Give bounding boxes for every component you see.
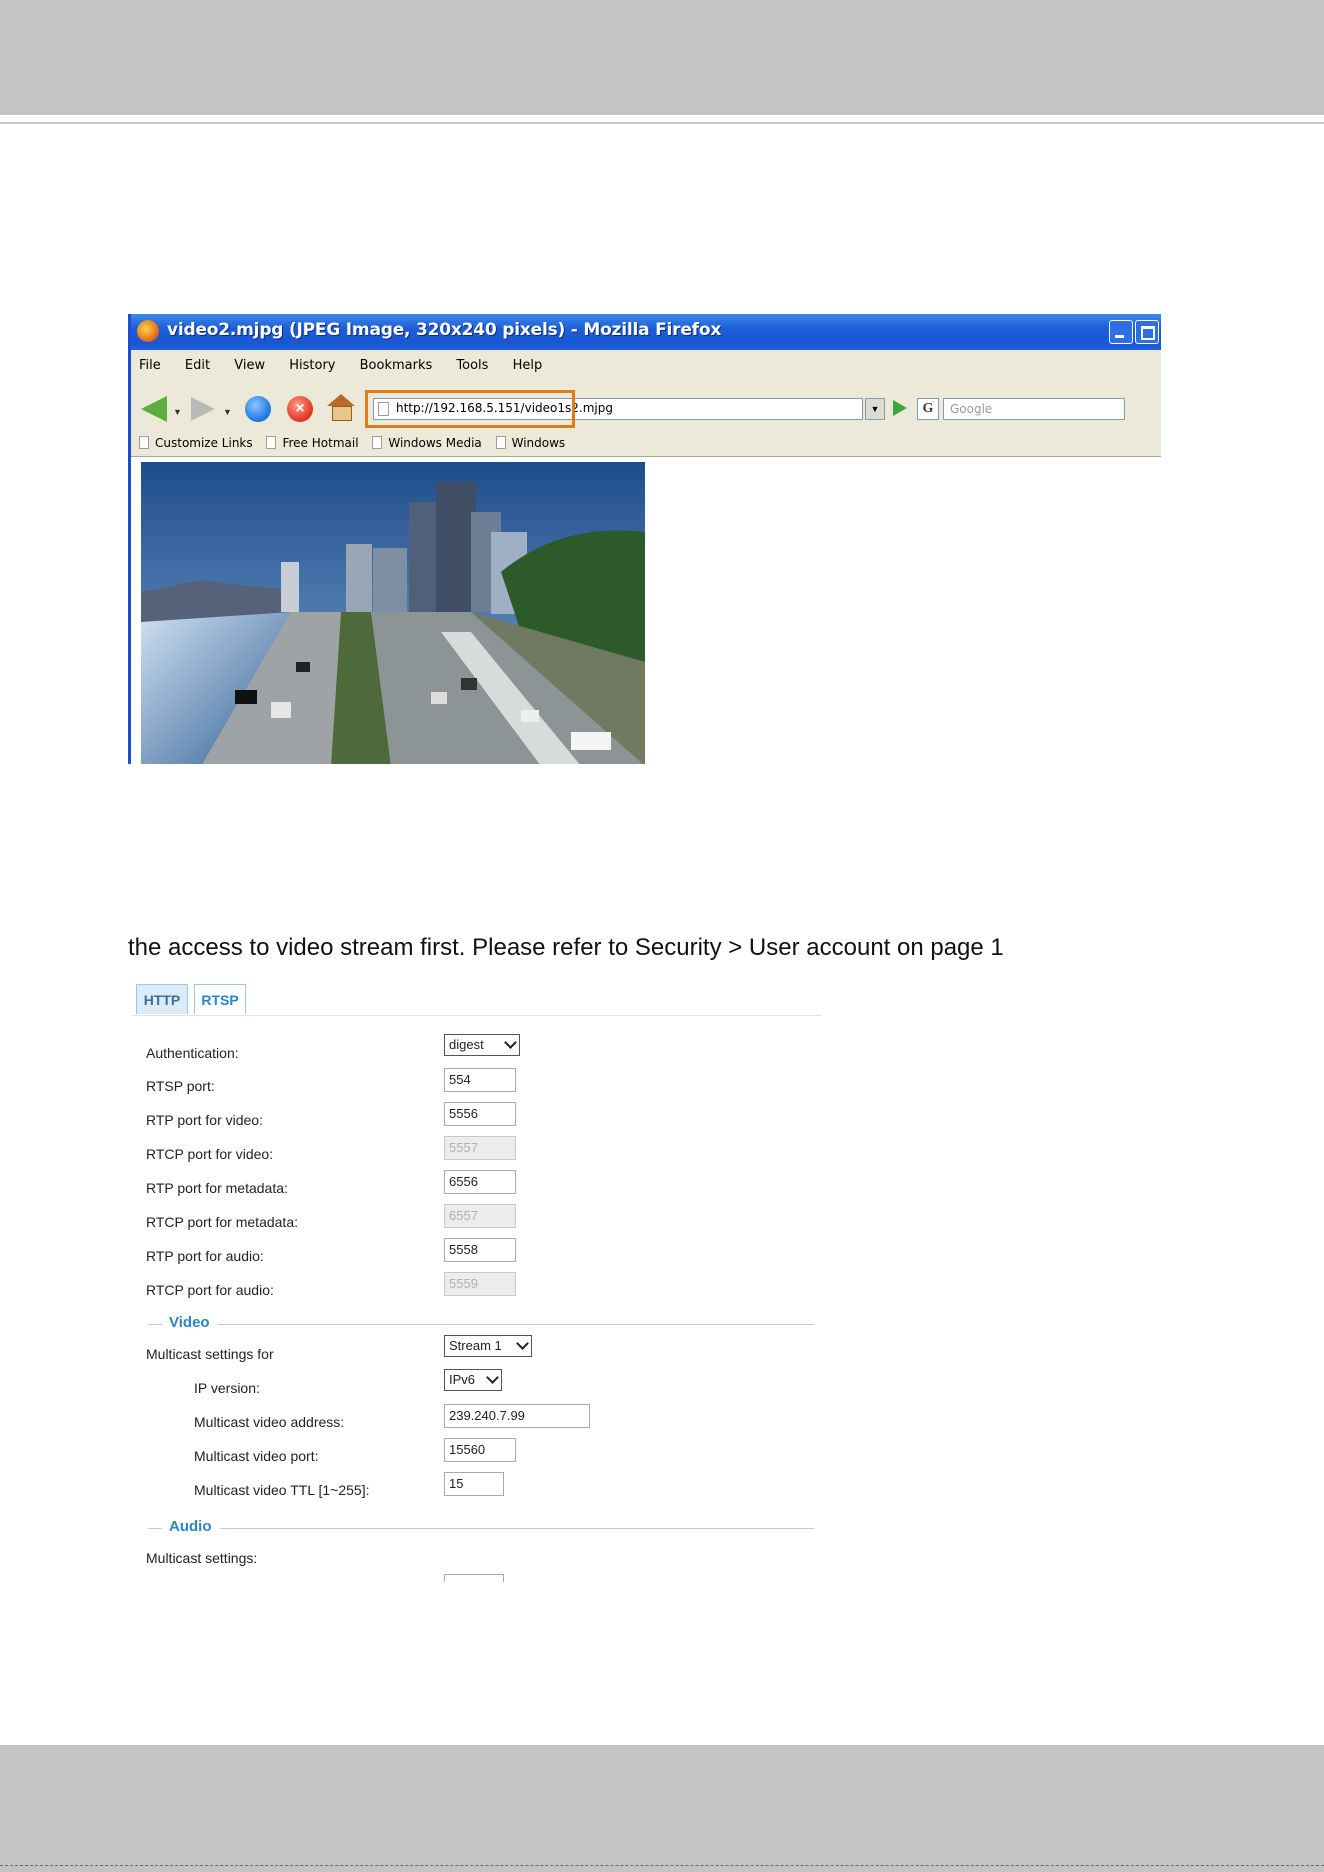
rtp-metadata-port-input[interactable]: 6556: [444, 1170, 516, 1194]
video-section-title: Video: [169, 1314, 210, 1331]
audio-multicast-settings-label: Multicast settings:: [146, 1550, 258, 1566]
menu-history[interactable]: History: [289, 358, 336, 373]
forward-dropdown-icon[interactable]: ▼: [223, 407, 232, 417]
url-dropdown-icon[interactable]: ▼: [865, 398, 885, 420]
menu-help[interactable]: Help: [512, 358, 543, 373]
home-icon[interactable]: [327, 394, 355, 406]
multicast-port-input[interactable]: 15560: [444, 1438, 516, 1462]
go-arrow-icon[interactable]: [893, 400, 907, 416]
maximize-icon: [1141, 326, 1155, 340]
multicast-ttl-label: Multicast video TTL [1~255]:: [194, 1482, 370, 1498]
window-title: video2.mjpg (JPEG Image, 320x240 pixels) - Mozilla Firefox: [167, 320, 722, 340]
bookmark-free-hotmail[interactable]: [266, 436, 358, 450]
search-input[interactable]: [943, 398, 1125, 420]
rtsp-port-input[interactable]: 554: [444, 1068, 516, 1092]
rtcp-audio-port-input: 5559: [444, 1272, 516, 1296]
authentication-value: digest: [449, 1037, 484, 1052]
camera-snapshot-image: [141, 462, 645, 764]
tab-rtsp[interactable]: RTSP: [194, 984, 246, 1014]
menu-view[interactable]: View: [234, 358, 266, 373]
audio-section-line-left: [148, 1528, 162, 1529]
rtcp-video-port-label: RTCP port for video:: [146, 1146, 274, 1162]
bookmark-label: Customize Links: [155, 436, 253, 450]
video-section-line-left: [148, 1324, 162, 1325]
tab-http[interactable]: HTTP: [136, 984, 188, 1014]
stop-icon[interactable]: ×: [287, 396, 313, 422]
audio-multicast-field[interactable]: [444, 1574, 504, 1582]
bookmark-page-icon: [139, 436, 149, 449]
search-placeholder: Google: [950, 402, 993, 416]
minimize-icon: [1115, 335, 1124, 338]
bookmark-label: Windows Media: [388, 436, 482, 450]
rtcp-metadata-port-label: RTCP port for metadata:: [146, 1214, 298, 1230]
url-text: http://192.168.5.151/video1s2.mjpg: [396, 401, 613, 415]
rtp-video-port-label: RTP port for video:: [146, 1112, 263, 1128]
ip-version-label: IP version:: [194, 1380, 260, 1396]
back-dropdown-icon[interactable]: ▼: [173, 407, 182, 417]
reload-icon[interactable]: [245, 396, 271, 422]
bookmark-label: Free Hotmail: [282, 436, 359, 450]
bookmark-windows[interactable]: [496, 436, 566, 450]
rtp-audio-port-input[interactable]: 5558: [444, 1238, 516, 1262]
bookmark-page-icon: [266, 436, 276, 449]
tab-divider: [132, 1015, 822, 1016]
minimize-button[interactable]: [1109, 320, 1133, 344]
footer-dashed-rule: [0, 1865, 1324, 1866]
google-search-icon[interactable]: G: [917, 398, 939, 420]
menu-bar: [139, 358, 562, 373]
menu-bookmarks[interactable]: Bookmarks: [359, 358, 433, 373]
audio-section-line-right: [220, 1528, 814, 1529]
rtcp-video-port-input: 5557: [444, 1136, 516, 1160]
menu-edit[interactable]: Edit: [184, 358, 211, 373]
authentication-label: Authentication:: [146, 1045, 239, 1061]
authentication-select[interactable]: [444, 1034, 520, 1056]
page-footer-band: [0, 1745, 1324, 1872]
firefox-logo-icon: [137, 320, 159, 342]
body-text: the access to video stream first. Please refer to Security > User account on page 1: [128, 934, 1004, 961]
multicast-port-label: Multicast video port:: [194, 1448, 319, 1464]
rtp-audio-port-label: RTP port for audio:: [146, 1248, 264, 1264]
bookmark-customize-links[interactable]: [139, 436, 253, 450]
forward-arrow-icon[interactable]: [191, 397, 215, 421]
ip-version-value: IPv6: [449, 1372, 476, 1387]
title-bar: [131, 314, 1161, 350]
bookmark-windows-media[interactable]: [372, 436, 481, 450]
multicast-ttl-input[interactable]: 15: [444, 1472, 504, 1496]
video-section-line-right: [218, 1324, 814, 1325]
browser-chrome: [131, 350, 1161, 457]
rtsp-settings-panel: [132, 982, 822, 1582]
menu-tools[interactable]: Tools: [456, 358, 489, 373]
url-highlight-box: [365, 390, 575, 428]
audio-section-title: Audio: [169, 1518, 212, 1535]
maximize-button[interactable]: [1135, 320, 1159, 344]
chevron-down-icon: [504, 1036, 517, 1049]
bookmarks-bar: [139, 436, 575, 450]
rtcp-audio-port-label: RTCP port for audio:: [146, 1282, 274, 1298]
multicast-address-label: Multicast video address:: [194, 1414, 345, 1430]
bookmark-label: Windows: [511, 436, 566, 450]
chevron-down-icon: [486, 1371, 499, 1384]
header-rule: [0, 122, 1324, 124]
rtsp-port-label: RTSP port:: [146, 1078, 215, 1094]
home-icon-body: [332, 406, 352, 421]
stream-value: Stream 1: [449, 1338, 502, 1353]
rtcp-metadata-port-input: 6557: [444, 1204, 516, 1228]
rtp-metadata-port-label: RTP port for metadata:: [146, 1180, 288, 1196]
bookmark-page-icon: [372, 436, 382, 449]
back-arrow-icon[interactable]: [141, 396, 167, 422]
bookmark-page-icon: [496, 436, 506, 449]
stream-select[interactable]: [444, 1335, 532, 1357]
multicast-settings-for-label: Multicast settings for: [146, 1346, 274, 1362]
multicast-address-input[interactable]: 239.240.7.99: [444, 1404, 590, 1428]
page-header-band: [0, 0, 1324, 115]
chevron-down-icon: [516, 1337, 529, 1350]
menu-file[interactable]: File: [139, 358, 161, 373]
rtp-video-port-input[interactable]: 5556: [444, 1102, 516, 1126]
firefox-window: [128, 314, 1161, 764]
ip-version-select[interactable]: [444, 1369, 502, 1391]
